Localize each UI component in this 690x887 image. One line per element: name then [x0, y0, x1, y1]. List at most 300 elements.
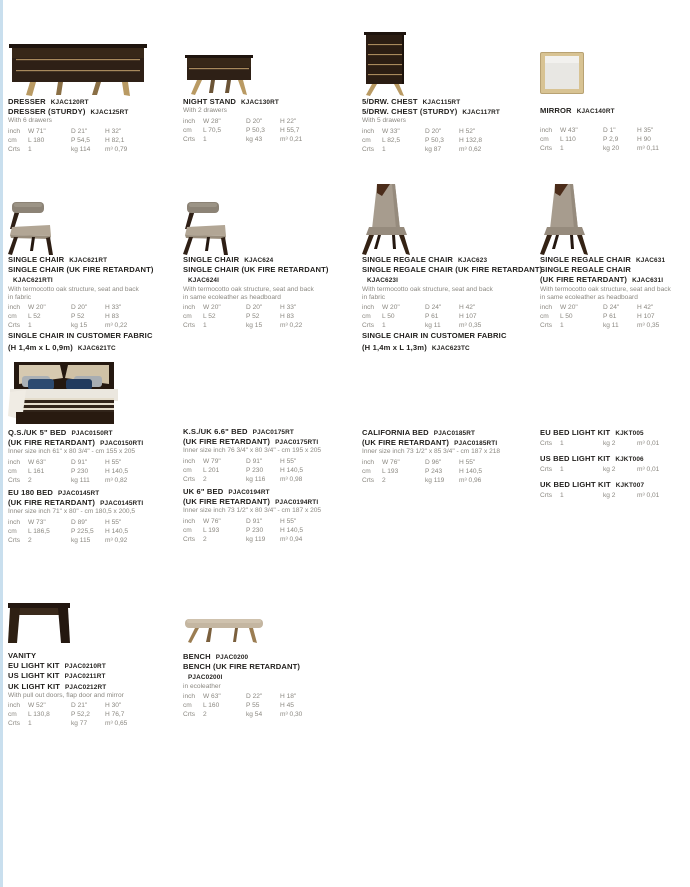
spec-value: P 52 [246, 313, 260, 321]
spec-row [8, 518, 180, 527]
spec-value: H 55" [280, 517, 297, 525]
product-code: PJAC0175RTI [275, 439, 319, 447]
spec-value: kg 43 [246, 135, 263, 143]
mirror-image [540, 42, 688, 106]
spec-value: 1 [28, 322, 32, 330]
spec-row [540, 491, 688, 500]
product-title-line [183, 265, 355, 275]
product-code: PJAC0200I [188, 674, 223, 682]
product-code: KJAC115RT [422, 99, 461, 106]
spec-value: H 83 [105, 313, 119, 321]
spec-table [8, 701, 180, 728]
spec-table [183, 517, 355, 544]
product-code: KJAC623I [367, 277, 399, 285]
vanity-card [8, 597, 180, 728]
spec-row [183, 312, 355, 321]
spec-value: P 230 [246, 526, 264, 534]
product-title: SINGLE REGALE CHAIR (UK FIRE RETARDANT) [362, 265, 543, 275]
kitUS-card [540, 454, 688, 474]
spec-label: inch [540, 127, 553, 135]
spec-value: m³ 0,94 [280, 535, 303, 543]
spec-value: L 82,5 [382, 136, 401, 144]
spec-row [8, 710, 180, 719]
spec-table [540, 439, 688, 448]
product-code: KJAC624I [188, 277, 220, 285]
spec-label: cm [8, 711, 17, 719]
product-title-line [8, 682, 180, 692]
spec-value: kg 2 [603, 492, 616, 500]
product-title-line [183, 97, 355, 107]
spec-label: inch [362, 458, 375, 466]
spec-row [8, 312, 180, 321]
spec-value: m³ 0,35 [459, 322, 482, 330]
nightstand-card [183, 48, 355, 144]
spec-row [183, 466, 355, 475]
spec-row [362, 303, 534, 312]
product-title: (UK FIRE RETARDANT) [540, 275, 628, 285]
spec-row [8, 145, 180, 154]
spec-label: cm [362, 136, 371, 144]
spec-value: W 20" [203, 304, 221, 312]
spec-value: L 186,5 [28, 527, 50, 535]
product-code: KJAC130RT [240, 99, 279, 106]
nightstand-image [183, 48, 355, 97]
product-code: KJAC624 [244, 257, 274, 264]
bench-card [183, 603, 355, 719]
spec-row [183, 457, 355, 466]
spec-value: D 1" [603, 127, 616, 135]
spec-value: H 83 [280, 313, 294, 321]
bedEU180-card [8, 488, 180, 545]
spec-row [183, 135, 355, 144]
spec-value: H 140,5 [459, 467, 483, 475]
spec-label: cm [8, 136, 17, 144]
spec-value: L 52 [203, 313, 216, 321]
spec-value: P 2,9 [603, 136, 619, 144]
product-title: US LIGHT KIT [8, 671, 60, 681]
spec-label: cm [183, 313, 192, 321]
spec-value: m³ 0,01 [637, 466, 660, 474]
customer-fabric-note [8, 343, 180, 353]
spec-row [183, 535, 355, 544]
spec-value: H 32" [105, 127, 122, 135]
product-description: Inner size inch 76 3/4" x 80 3/4" - cm 195 x 205 [183, 447, 322, 455]
spec-value: m³ 0,65 [105, 720, 128, 728]
spec-value: D 20" [246, 304, 263, 312]
spec-value: 2 [28, 536, 32, 544]
spec-row [362, 476, 534, 485]
spec-label: Crts [362, 145, 375, 153]
note-code: KJAC621TC [77, 344, 116, 352]
product-title: (UK FIRE RETARDANT) [8, 498, 96, 508]
spec-value: H 140,5 [280, 466, 304, 474]
spec-row [183, 321, 355, 330]
dresser-image [8, 44, 180, 97]
product-code: KJAC631 [636, 257, 666, 264]
spec-value: 1 [382, 322, 386, 330]
spec-value: P 61 [425, 313, 439, 321]
product-title-line [183, 275, 355, 285]
product-description: With termocotto oak structure, seat and back [8, 285, 139, 293]
product-code: KJAC623 [458, 257, 488, 264]
spec-table [540, 491, 688, 500]
spec-value: D 24" [425, 304, 442, 312]
spec-label: cm [183, 466, 192, 474]
spec-table [183, 117, 355, 144]
spec-value: L 193 [382, 467, 399, 475]
spec-table [362, 127, 534, 154]
product-title-line [8, 97, 180, 107]
spec-value: kg 15 [246, 322, 263, 330]
spec-label: cm [8, 313, 17, 321]
spec-row [183, 126, 355, 135]
spec-label: cm [540, 136, 549, 144]
product-code: KJKT006 [615, 456, 644, 463]
spec-value: P 230 [246, 466, 264, 474]
bedQS-card [8, 357, 180, 485]
spec-value: kg 15 [71, 322, 88, 330]
spec-value: m³ 0,22 [280, 322, 303, 330]
spec-value: W 52" [28, 702, 46, 710]
customer-fabric-note [8, 331, 180, 341]
product-code: KJAC621RT [69, 257, 108, 264]
product-title-line [8, 651, 180, 661]
product-title-line [183, 255, 355, 265]
product-title: VANITY [8, 651, 37, 660]
spec-row [540, 135, 688, 144]
product-code: PJAC0211RT [64, 673, 106, 681]
product-description: With termocotto oak structure, seat and back [362, 285, 493, 293]
spec-value: H 55" [280, 457, 297, 465]
product-code: PJAC0185RT [433, 430, 476, 437]
spec-row [540, 144, 688, 153]
product-title-line [8, 275, 180, 285]
product-title: US BED LIGHT KIT [540, 454, 611, 463]
spec-value: P 225,5 [71, 527, 94, 535]
customer-fabric-note [362, 343, 534, 353]
product-description: Inner size inch 71" x 80" - cm 180,5 x 200,5 [8, 508, 136, 516]
spec-value: D 20" [246, 117, 263, 125]
spec-label: cm [8, 527, 17, 535]
product-description: With 5 drawers [362, 117, 406, 125]
product-title-line [8, 428, 180, 438]
spec-value: kg 115 [71, 536, 91, 544]
product-title: DRESSER [8, 97, 46, 106]
spec-table [540, 303, 688, 330]
spec-value: D 21" [71, 702, 88, 710]
spec-value: W 63" [28, 458, 46, 466]
spec-label: Crts [8, 145, 21, 153]
product-title-line [8, 498, 180, 508]
spec-row [362, 321, 534, 330]
product-description: in fabric [362, 294, 386, 302]
product-code: KJKT005 [615, 430, 644, 437]
product-title-line [183, 497, 355, 507]
spec-value: L 193 [203, 526, 220, 534]
spec-value: kg 20 [603, 145, 620, 153]
product-title-line [8, 488, 180, 498]
spec-value: D 89" [71, 518, 88, 526]
product-description: in same ecoleather as headboard [183, 294, 281, 302]
spec-value: m³ 0,82 [105, 476, 128, 484]
product-title-line [183, 487, 355, 497]
product-title: UK 6" BED [183, 487, 224, 496]
product-description: With termocotto oak structure, seat and back [183, 285, 314, 293]
spec-label: Crts [183, 322, 196, 330]
spec-value: H 33" [105, 304, 122, 312]
spec-value: 1 [560, 145, 564, 153]
spec-label: Crts [183, 711, 196, 719]
product-code: PJAC0145RT [57, 490, 100, 497]
spec-value: 1 [382, 145, 386, 153]
product-code: PJAC0200 [215, 654, 249, 661]
spec-value: D 20" [425, 127, 442, 135]
spec-label: inch [183, 304, 196, 312]
note-title: SINGLE CHAIR IN CUSTOMER FABRIC [8, 331, 153, 341]
product-description: in same ecoleather as headboard [540, 294, 638, 302]
spec-value: D 20" [71, 304, 88, 312]
spec-row [540, 321, 688, 330]
spec-value: D 91" [246, 457, 263, 465]
spec-label: cm [183, 126, 192, 134]
spec-value: 1 [560, 440, 564, 448]
spec-row [183, 303, 355, 312]
regale631-card [540, 181, 688, 330]
spec-value: L 130,8 [28, 711, 50, 719]
spec-value: m³ 0,96 [459, 476, 482, 484]
spec-value: P 52,2 [71, 711, 90, 719]
spec-value: H 42" [637, 304, 654, 312]
product-title-line [183, 652, 355, 662]
spec-value: H 18" [280, 693, 297, 701]
product-title-line [540, 106, 688, 116]
spec-label: inch [183, 517, 196, 525]
spec-value: P 52 [71, 313, 85, 321]
spec-row [8, 719, 180, 728]
spec-row [8, 476, 180, 485]
kitEU-card [540, 428, 688, 448]
page-edge-strip [0, 0, 3, 887]
product-title: SINGLE REGALE CHAIR [540, 255, 632, 264]
spec-label: inch [183, 457, 196, 465]
spec-table [8, 127, 180, 154]
product-title-line [183, 427, 355, 437]
spec-table [8, 458, 180, 485]
spec-value: H 52" [459, 127, 476, 135]
product-title: 5/DRW. CHEST [362, 97, 418, 106]
spec-row [8, 321, 180, 330]
spec-row [362, 136, 534, 145]
product-title-line [362, 265, 543, 275]
product-code: KJAC125RT [90, 109, 129, 117]
spec-row [8, 467, 180, 476]
spec-value: 1 [28, 145, 32, 153]
spec-row [8, 536, 180, 545]
spec-value: L 201 [203, 466, 220, 474]
spec-value: W 71" [28, 127, 46, 135]
product-title-line [183, 672, 355, 682]
spec-value: L 161 [28, 467, 45, 475]
spec-label: Crts [183, 535, 196, 543]
spec-value: m³ 0,92 [105, 536, 128, 544]
spec-value: W 28" [203, 117, 221, 125]
product-title-line [362, 97, 534, 107]
spec-row [540, 312, 688, 321]
spec-value: H 76,7 [105, 711, 125, 719]
spec-label: Crts [362, 322, 375, 330]
product-code: KJAC140RT [576, 108, 615, 115]
spec-value: H 107 [637, 313, 655, 321]
bedCal-card [362, 428, 534, 485]
spec-value: kg 116 [246, 475, 266, 483]
spec-row [540, 465, 688, 474]
product-title: SINGLE REGALE CHAIR [540, 265, 632, 275]
product-title-line [540, 480, 688, 490]
product-title-line [540, 275, 688, 285]
spec-value: kg 2 [603, 466, 616, 474]
spec-value: L 110 [560, 136, 576, 144]
product-title-line [8, 438, 180, 448]
spec-value: 1 [560, 492, 564, 500]
product-description: Inner size inch 73 1/2" x 85 3/4" - cm 187 x 218 [362, 448, 501, 456]
product-title-line [8, 255, 180, 265]
product-code: PJAC0210RT [64, 663, 106, 671]
product-title-line [362, 428, 534, 438]
spec-table [540, 126, 688, 153]
spec-value: W 20" [560, 304, 578, 312]
spec-row [183, 710, 355, 719]
regale623-image [362, 179, 534, 255]
product-title: 5/DRW. CHEST (STURDY) [362, 107, 458, 117]
spec-value: W 33" [382, 127, 400, 135]
spec-row [540, 303, 688, 312]
product-code: PJAC0145RTI [100, 500, 144, 508]
spec-value: W 73" [28, 518, 46, 526]
chair621-image [8, 195, 180, 255]
product-title: EU BED LIGHT KIT [540, 428, 611, 437]
spec-value: m³ 0,35 [637, 322, 660, 330]
dresser-card [8, 44, 180, 154]
spec-row [183, 475, 355, 484]
spec-row [183, 517, 355, 526]
spec-row [8, 127, 180, 136]
spec-value: m³ 0,79 [105, 145, 128, 153]
spec-table [183, 692, 355, 719]
spec-value: kg 77 [71, 720, 88, 728]
spec-value: D 96" [425, 458, 442, 466]
spec-label: cm [183, 702, 192, 710]
spec-value: P 55 [246, 702, 260, 710]
product-description: With termocotto oak structure, seat and back [540, 285, 671, 293]
spec-label: inch [183, 693, 196, 701]
spec-label: Crts [540, 492, 553, 500]
spec-label: inch [8, 702, 21, 710]
product-title-line [362, 255, 534, 265]
product-title-line [362, 438, 534, 448]
spec-row [362, 467, 534, 476]
spec-value: D 24" [603, 304, 620, 312]
spec-row [540, 439, 688, 448]
product-code: KJAC631I [632, 277, 664, 285]
spec-table [8, 303, 180, 330]
spec-value: P 230 [71, 467, 89, 475]
spec-row [8, 458, 180, 467]
spec-table [362, 303, 534, 330]
spec-label: Crts [540, 322, 553, 330]
spec-value: P 61 [603, 313, 617, 321]
product-code: PJAC0212RT [65, 683, 107, 691]
chair621-card [8, 195, 180, 353]
spec-value: 2 [203, 711, 207, 719]
spec-label: cm [183, 526, 192, 534]
spec-row [183, 117, 355, 126]
product-code: PJAC0150RT [71, 430, 113, 437]
spec-row [362, 458, 534, 467]
spec-value: 2 [382, 476, 386, 484]
product-description: in fabric [8, 294, 32, 302]
spec-label: inch [362, 127, 375, 135]
product-title-line [8, 107, 180, 117]
product-title: (UK FIRE RETARDANT) [183, 497, 271, 507]
spec-value: m³ 0,21 [280, 135, 303, 143]
spec-value: L 70,5 [203, 126, 222, 134]
note-title: (H 1,4m x L 1,3m) [362, 342, 427, 352]
spec-value: H 30" [105, 702, 122, 710]
spec-value: H 42" [459, 304, 476, 312]
product-title: UK LIGHT KIT [8, 681, 60, 691]
spec-row [8, 701, 180, 710]
product-title: EU LIGHT KIT [8, 661, 60, 671]
spec-value: H 22" [280, 117, 297, 125]
product-code: KJAC120RT [50, 99, 89, 106]
spec-value: H 55" [105, 518, 122, 526]
spec-label: cm [362, 313, 371, 321]
spec-label: Crts [540, 466, 553, 474]
spec-row [183, 692, 355, 701]
spec-value: kg 54 [246, 711, 263, 719]
spec-value: P 50,3 [246, 126, 265, 134]
spec-table [183, 457, 355, 484]
spec-table [540, 465, 688, 474]
spec-value: H 107 [459, 313, 477, 321]
product-title-line [540, 428, 688, 438]
product-title-line [183, 437, 355, 447]
product-title-line [540, 454, 688, 464]
spec-value: H 140,5 [105, 467, 129, 475]
vanity-image [8, 597, 180, 651]
product-code: PJAC0150RTI [100, 440, 144, 448]
spec-value: H 55,7 [280, 126, 300, 134]
product-title: SINGLE CHAIR [8, 255, 65, 264]
spec-value: W 76" [382, 458, 400, 466]
product-title-line [8, 265, 180, 275]
spec-value: kg 2 [603, 440, 616, 448]
spec-value: D 91" [71, 458, 88, 466]
spec-value: W 79" [203, 457, 221, 465]
spec-row [8, 136, 180, 145]
spec-value: H 82,1 [105, 136, 125, 144]
product-title: CALIFORNIA BED [362, 428, 429, 437]
product-title: BENCH (UK FIRE RETARDANT) [183, 662, 301, 672]
spec-value: m³ 0,62 [459, 145, 482, 153]
spec-label: inch [540, 304, 553, 312]
spec-row [8, 303, 180, 312]
spec-value: D 22" [246, 693, 263, 701]
spec-value: H 55" [459, 458, 476, 466]
spec-value: H 140,5 [105, 527, 129, 535]
spec-value: W 76" [203, 517, 221, 525]
spec-label: inch [183, 117, 196, 125]
